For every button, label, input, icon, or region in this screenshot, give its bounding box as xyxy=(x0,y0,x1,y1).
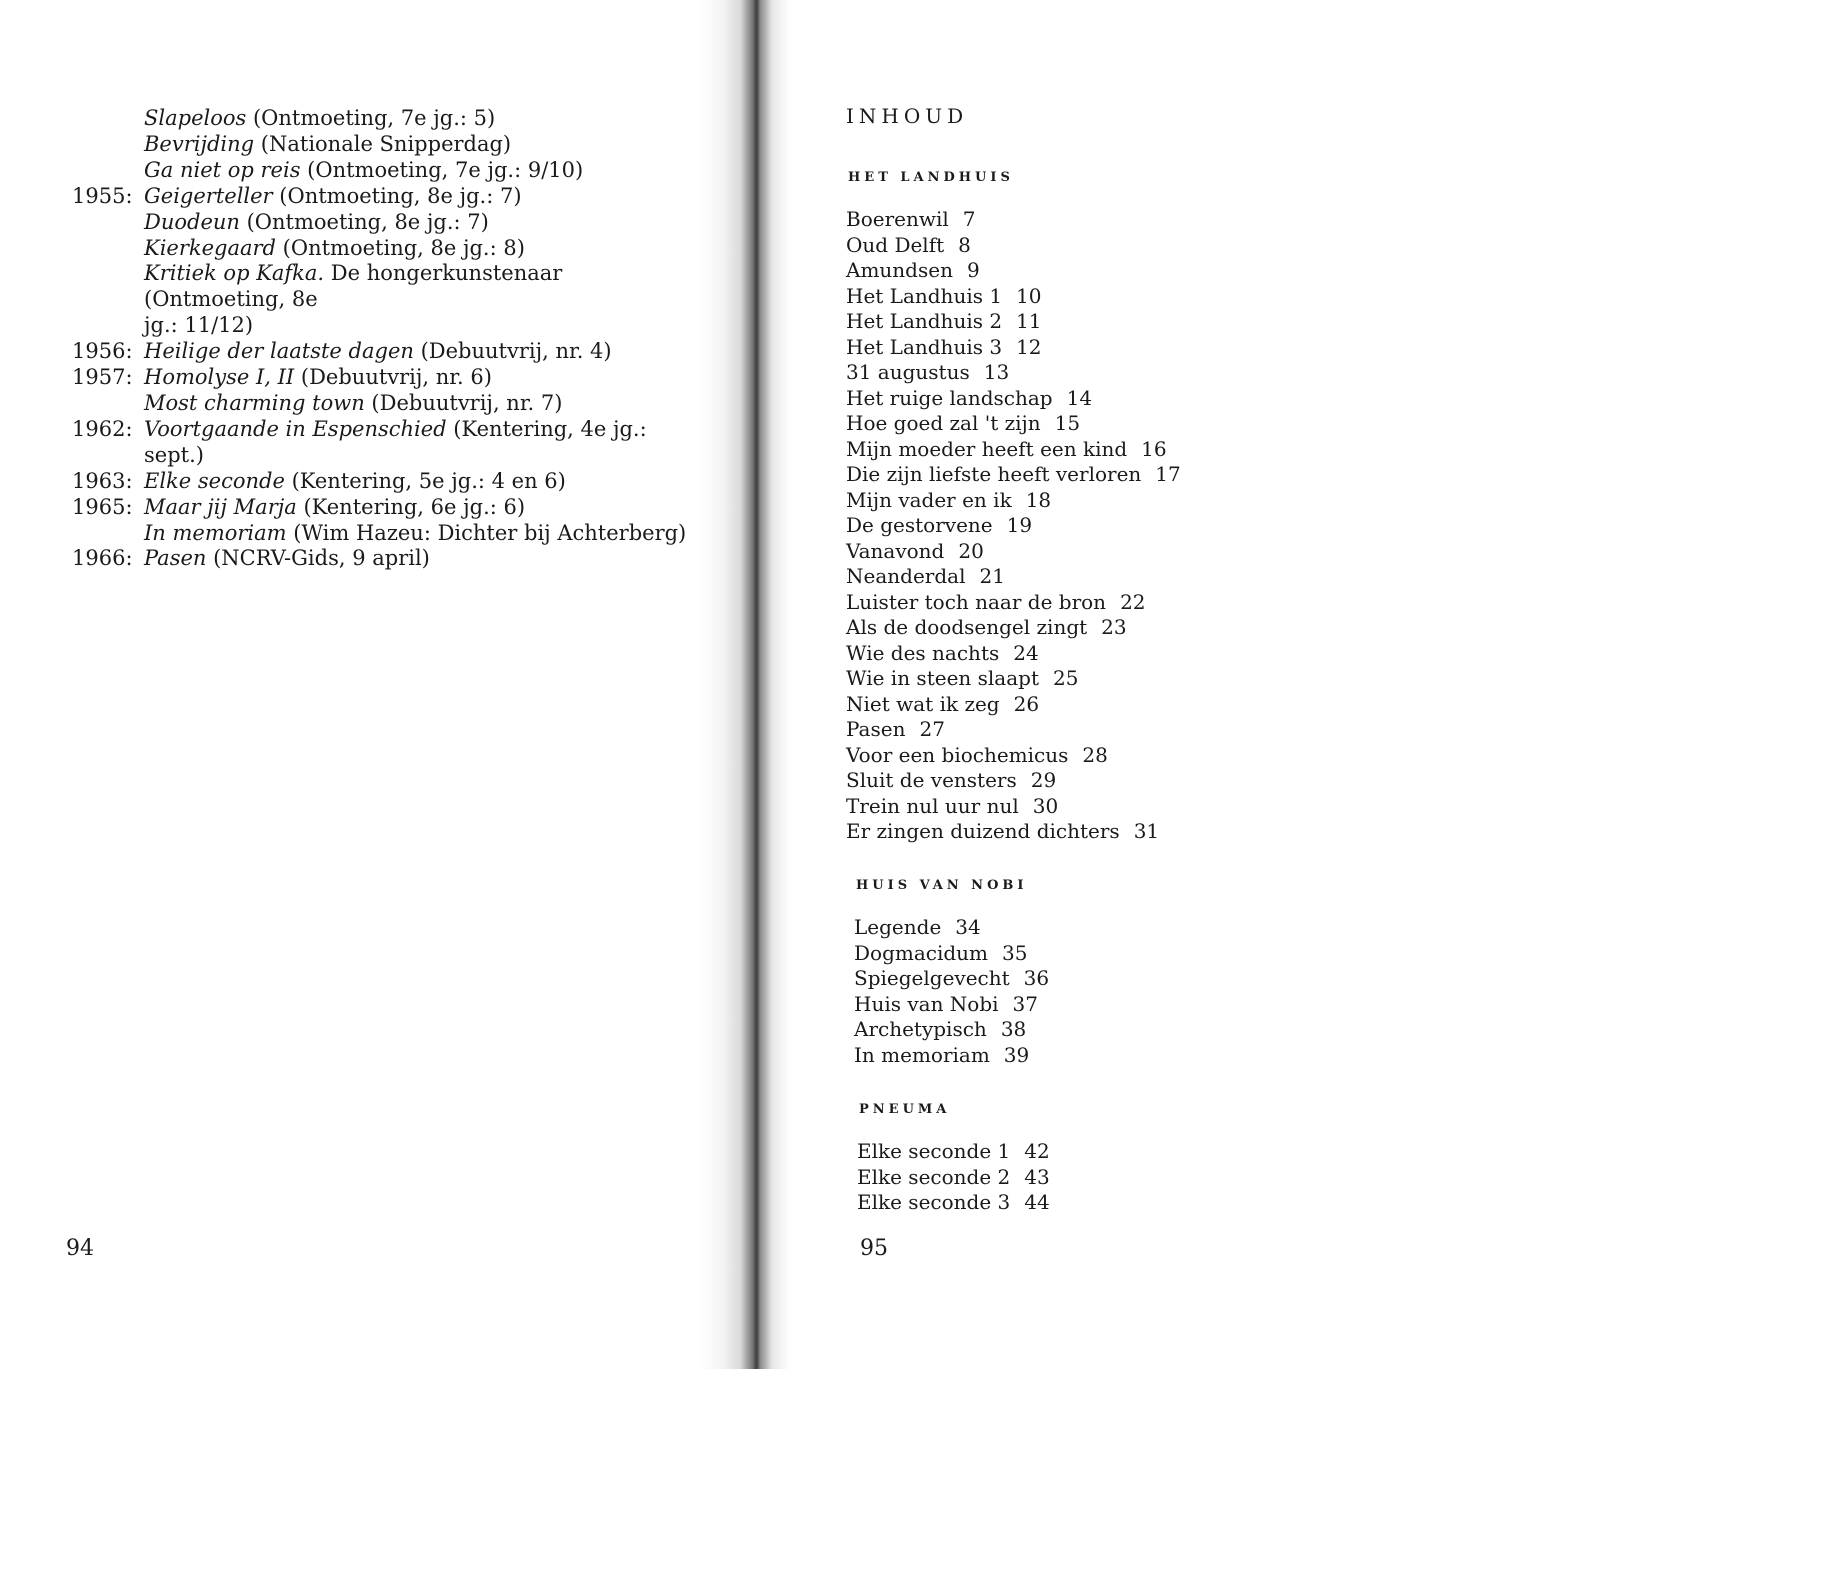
poem-title: Het ruige landschap xyxy=(846,385,1053,410)
book-gutter-shadow xyxy=(700,0,790,1369)
poem-title: Het Landhuis 1 xyxy=(846,283,1003,308)
poem-page: 37 xyxy=(1012,991,1038,1016)
poem-title: Elke seconde 1 xyxy=(857,1139,1011,1163)
entry-year: 1962: xyxy=(72,416,133,441)
poem-title: Het Landhuis 2 xyxy=(846,309,1003,333)
bibliography-entry xyxy=(72,158,692,184)
poem-title: Wie des nachts xyxy=(846,640,1000,665)
toc-item xyxy=(857,1165,1457,1191)
poem-title: Dogmacidum xyxy=(854,940,989,965)
poem-page: 38 xyxy=(1000,1017,1027,1041)
bibliography-entry xyxy=(72,417,692,469)
poem-page: 28 xyxy=(1082,742,1108,767)
entry-text xyxy=(144,210,692,236)
entry-text xyxy=(144,417,692,469)
toc-item xyxy=(846,615,1446,641)
poem-title: Pasen xyxy=(846,717,906,741)
poem-title: Mijn vader en ik xyxy=(846,487,1012,512)
entry-source: (Ontmoeting, 7e jg.: 9/10) xyxy=(300,157,584,182)
entry-title: Kierkegaard xyxy=(144,235,276,260)
entry-source: (Ontmoeting, 8e jg.: 8) xyxy=(276,235,525,260)
toc-item xyxy=(846,233,1446,259)
entry-text xyxy=(144,521,692,547)
toc-section-pneuma xyxy=(857,1102,1457,1216)
toc-item xyxy=(846,411,1446,437)
poem-page: 35 xyxy=(1002,940,1028,965)
poem-page: 21 xyxy=(979,564,1005,588)
bibliography-entry xyxy=(72,391,692,417)
poem-title: Trein nul uur nul xyxy=(846,793,1019,818)
poem-title: Elke seconde 2 xyxy=(857,1164,1011,1189)
toc-item xyxy=(857,1139,1457,1165)
poem-title: Die zijn liefste heeft verloren xyxy=(846,462,1142,486)
entry-source: (Ontmoeting, 8e jg.: 7) xyxy=(272,183,522,208)
entry-year: 1965: xyxy=(72,494,133,519)
poem-title: Niet wat ik zeg xyxy=(846,691,1000,716)
toc-item xyxy=(846,641,1446,667)
entry-text xyxy=(144,313,692,339)
poem-title: Legende xyxy=(854,915,942,939)
poem-title: Voor een biochemicus xyxy=(846,742,1069,767)
poem-page: 42 xyxy=(1024,1139,1050,1163)
toc-section-het-landhuis xyxy=(846,170,1446,845)
poem-title: Huis van Nobi xyxy=(854,991,999,1016)
toc-item xyxy=(846,539,1446,565)
toc-item xyxy=(846,717,1446,743)
page-number: 94 xyxy=(66,1236,94,1261)
entry-text xyxy=(144,546,692,572)
bibliography-entry xyxy=(72,546,692,572)
poem-title: De gestorvene xyxy=(846,513,993,537)
entry-year: 1956: xyxy=(72,339,133,364)
bibliography-entry xyxy=(72,365,692,391)
poem-page: 43 xyxy=(1024,1164,1050,1189)
toc-item xyxy=(846,488,1446,514)
toc-item xyxy=(854,966,1454,992)
poem-page: 44 xyxy=(1024,1190,1050,1214)
poem-page: 36 xyxy=(1023,966,1050,990)
poem-page: 25 xyxy=(1053,666,1079,690)
poem-page: 24 xyxy=(1013,640,1039,665)
poem-title: Er zingen duizend dichters xyxy=(846,819,1120,843)
entry-source: (Debuutvrij, nr. 7) xyxy=(364,390,563,415)
toc-item xyxy=(854,941,1454,967)
bibliography-entry xyxy=(72,261,692,313)
poem-title: Spiegelgevecht xyxy=(854,966,1010,990)
poem-page: 31 xyxy=(1133,819,1160,843)
poem-title: Vanavond xyxy=(846,538,945,563)
poem-page: 27 xyxy=(919,717,945,741)
entry-title: Bevrijding xyxy=(144,131,255,156)
entry-text xyxy=(144,158,692,184)
poem-page: 16 xyxy=(1141,436,1167,461)
toc-item xyxy=(846,666,1446,692)
contents-title: INHOUD xyxy=(846,104,969,128)
poem-title: Wie in steen slaapt xyxy=(846,666,1039,690)
page-number: 95 xyxy=(860,1236,888,1261)
toc-item xyxy=(854,992,1454,1018)
entry-source: (Wim Hazeu: Dichter bij Achterberg) xyxy=(286,520,687,545)
entry-text xyxy=(144,365,692,391)
bibliography-list xyxy=(72,106,692,572)
toc-item xyxy=(846,360,1446,386)
toc-item xyxy=(846,819,1446,845)
poem-title: Als de doodsengel zingt xyxy=(846,615,1088,639)
entry-source: (Kentering, 4e jg.: sept.) xyxy=(144,416,647,467)
toc-item xyxy=(846,794,1446,820)
entry-year: 1966: xyxy=(72,546,133,571)
toc-item xyxy=(846,335,1446,361)
toc-list xyxy=(854,915,1454,1068)
entry-title: Maar jij Marja xyxy=(144,494,297,519)
entry-year: 1955: xyxy=(72,183,133,208)
entry-title: Elke seconde xyxy=(144,468,285,493)
entry-source: (Nationale Snipperdag) xyxy=(254,131,512,156)
toc-item xyxy=(846,284,1446,310)
entry-text xyxy=(144,339,692,365)
bibliography-entry-continuation xyxy=(72,313,692,339)
entry-text xyxy=(144,261,692,313)
toc-item xyxy=(846,437,1446,463)
left-page xyxy=(0,0,700,1369)
poem-page: 7 xyxy=(962,207,976,231)
toc-item xyxy=(846,207,1446,233)
entry-text xyxy=(144,495,692,521)
entry-source: De hongerkunstenaar (Ontmoeting, 8e xyxy=(144,261,563,312)
entry-title: Heilige der laatste dagen xyxy=(144,339,414,364)
bibliography-entry xyxy=(72,495,692,521)
toc-item xyxy=(857,1190,1457,1216)
toc-item xyxy=(846,386,1446,412)
toc-item xyxy=(846,768,1446,794)
toc-item xyxy=(846,564,1446,590)
entry-source: (NCRV-Gids, 9 april) xyxy=(206,546,430,571)
poem-title: In memoriam xyxy=(854,1042,990,1067)
poem-title: Oud Delft xyxy=(846,232,945,257)
toc-item xyxy=(846,258,1446,284)
entry-title: Pasen xyxy=(144,546,207,571)
entry-year: 1957: xyxy=(72,365,133,390)
bibliography-entry xyxy=(72,132,692,158)
entry-source: (Kentering, 6e jg.: 6) xyxy=(296,494,526,519)
toc-item xyxy=(846,590,1446,616)
entry-source: (Debuutvrij, nr. 4) xyxy=(413,339,612,364)
poem-page: 17 xyxy=(1155,462,1181,486)
entry-text xyxy=(144,469,692,495)
section-heading: HUIS VAN NOBI xyxy=(856,878,1028,893)
entry-source: jg.: 11/12) xyxy=(144,313,254,338)
entry-title: In memoriam xyxy=(144,520,287,545)
poem-page: 30 xyxy=(1032,793,1059,818)
entry-text xyxy=(144,184,692,210)
poem-title: Neanderdal xyxy=(846,564,966,588)
bibliography-entry xyxy=(72,210,692,236)
bibliography-entry xyxy=(72,106,692,132)
toc-list xyxy=(846,207,1446,845)
entry-title: Ga niet op reis xyxy=(144,157,301,182)
poem-page: 29 xyxy=(1030,768,1057,792)
entry-title: Kritiek op Kafka. xyxy=(144,261,325,286)
poem-page: 18 xyxy=(1025,487,1052,512)
entry-title: Duodeun xyxy=(144,209,240,234)
entry-text xyxy=(144,106,692,132)
toc-item xyxy=(846,743,1446,769)
right-page xyxy=(790,0,1567,1369)
entry-text xyxy=(144,132,692,158)
toc-item xyxy=(854,1043,1454,1069)
toc-item xyxy=(846,309,1446,335)
poem-title: Archetypisch xyxy=(854,1017,987,1041)
bibliography-entry xyxy=(72,521,692,547)
toc-list xyxy=(857,1139,1457,1216)
poem-page: 12 xyxy=(1016,334,1042,359)
toc-section-huis-van-nobi xyxy=(854,878,1454,1068)
poem-title: 31 augustus xyxy=(846,360,970,384)
entry-title: Voortgaande in Espenschied xyxy=(144,416,447,441)
toc-item xyxy=(846,462,1446,488)
poem-page: 39 xyxy=(1003,1042,1030,1067)
poem-page: 22 xyxy=(1120,589,1146,614)
toc-item xyxy=(846,692,1446,718)
poem-title: Mijn moeder heeft een kind xyxy=(846,436,1128,461)
bibliography-entry xyxy=(72,339,692,365)
poem-title: Hoe goed zal 't zijn xyxy=(846,411,1041,435)
poem-title: Luister toch naar de bron xyxy=(846,589,1107,614)
toc-item xyxy=(846,513,1446,539)
entry-source: (Ontmoeting, 8e jg.: 7) xyxy=(239,209,489,234)
entry-text xyxy=(144,236,692,262)
poem-page: 26 xyxy=(1013,691,1040,716)
entry-title: Geigerteller xyxy=(144,183,273,208)
poem-title: Sluit de vensters xyxy=(846,768,1017,792)
poem-title: Amundsen xyxy=(846,258,953,282)
section-heading: PNEUMA xyxy=(859,1102,951,1117)
entry-title: Homolyse I, II xyxy=(144,365,295,390)
poem-page: 19 xyxy=(1006,513,1033,537)
toc-item xyxy=(854,915,1454,941)
section-heading: HET LANDHUIS xyxy=(848,170,1014,185)
poem-page: 20 xyxy=(958,538,984,563)
poem-page: 11 xyxy=(1016,309,1042,333)
bibliography-entry xyxy=(72,184,692,210)
poem-title: Het Landhuis 3 xyxy=(846,334,1003,359)
entry-year: 1963: xyxy=(72,468,133,493)
entry-source: (Debuutvrij, nr. 6) xyxy=(294,365,492,390)
poem-page: 15 xyxy=(1054,411,1081,435)
poem-title: Boerenwil xyxy=(846,207,949,231)
toc-item xyxy=(854,1017,1454,1043)
entry-title: Most charming town xyxy=(144,390,365,415)
entry-title: Slapeloos xyxy=(144,106,247,130)
entry-source: (Kentering, 5e jg.: 4 en 6) xyxy=(284,468,566,493)
poem-page: 14 xyxy=(1066,385,1093,410)
bibliography-entry xyxy=(72,236,692,262)
bibliography-entry xyxy=(72,469,692,495)
poem-page: 13 xyxy=(983,360,1010,384)
entry-source: (Ontmoeting, 7e jg.: 5) xyxy=(246,106,496,130)
poem-page: 10 xyxy=(1016,283,1042,308)
poem-page: 9 xyxy=(966,258,980,282)
poem-page: 8 xyxy=(958,232,971,257)
poem-page: 23 xyxy=(1101,615,1127,639)
poem-title: Elke seconde 3 xyxy=(857,1190,1011,1214)
entry-text xyxy=(144,391,692,417)
poem-page: 34 xyxy=(955,915,981,939)
